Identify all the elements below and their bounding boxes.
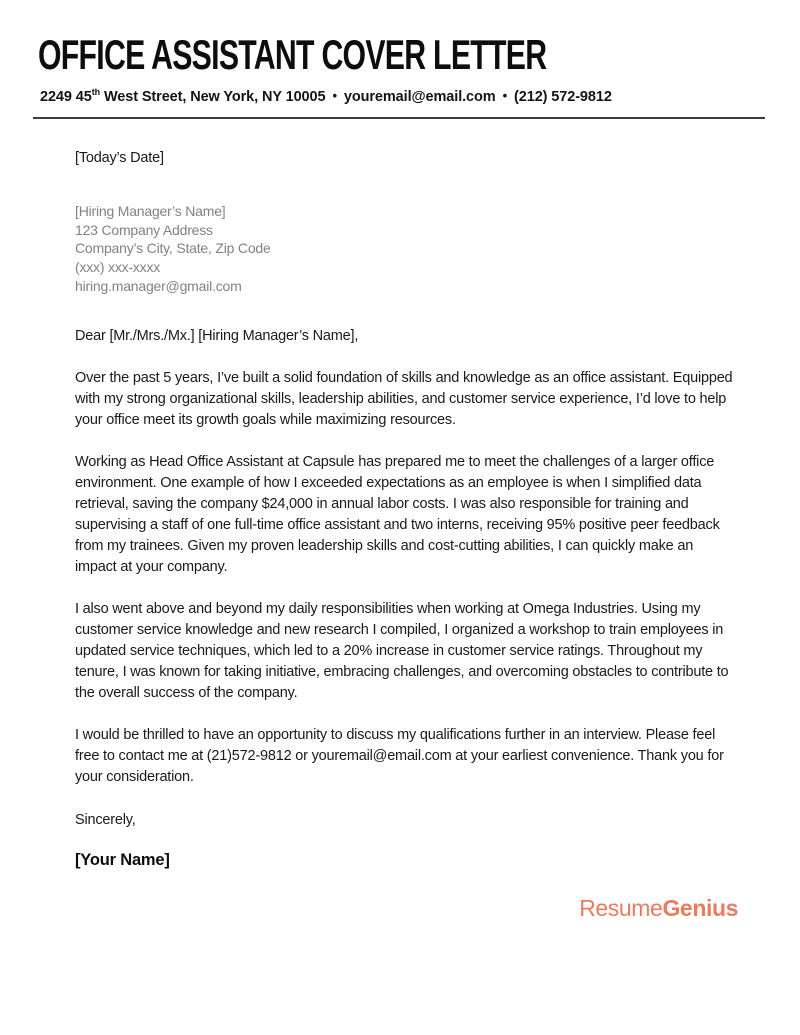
paragraph-experience-omega: I also went above and beyond my daily responsibilities when working at Omega Industries. Using my customer service knowledge and new research I compiled, I organized a workshop to train employees in updated service techniques, which led to a 20% increase in customer service ratings. Throughout my tenure, I was known for taking initiative, embracing challenges, and overcoming obstacles to contribute to the overall success of the company. — [75, 600, 729, 701]
phone-number: (212) 572-9812 — [514, 88, 612, 105]
recipient-block — [75, 202, 735, 296]
street-address — [40, 89, 325, 105]
closing: Sincerely, — [75, 811, 136, 828]
signature-placeholder: [Your Name] — [75, 850, 170, 869]
paragraph-introduction: Over the past 5 years, I’ve built a solid foundation of skills and knowledge as an office assistant. Equipped with my strong organizational skills, leadership abilities, and customer service experience, I’d love to help your office meet its growth goals while maximizing resources. — [75, 369, 733, 428]
paragraph-experience-capsule: Working as Head Office Assistant at Capsule has prepared me to meet the challenges of a larger office environment. One example of how I exceeded expectations as an employee is when I simplified data retrieval, saving the company $24,000 in annual labor costs. I was also responsible for training and supervising a staff of one full-time office assistant and two interns, receiving 95% positive peer feedback from my trainees. Given my proven leadership skills and cost-cutting abilities, I can quickly make an impact at your company. — [75, 453, 720, 575]
street-address-rest: West Street, New York, NY 10005 — [100, 88, 326, 105]
recipient-phone: (xxx) xxx-xxxx — [75, 259, 161, 276]
salutation: Dear [Mr./Mrs./Mx.] [Hiring Manager’s Name], — [75, 327, 359, 344]
document-title: OFFICE ASSISTANT COVER LETTER — [38, 31, 547, 78]
recipient-email: hiring.manager@gmail.com — [75, 278, 242, 295]
recipient-address: 123 Company Address — [75, 221, 213, 238]
paragraph-call-to-action: I would be thrilled to have an opportunity to discuss my qualifications further in an interview. Please feel free to contact me at (21)572-9812 or youremail@email.com at your earliest convenience. Thank you for your consideration. — [75, 726, 724, 785]
bullet-separator-icon: • — [502, 87, 508, 103]
email-address: youremail@email.com — [343, 88, 496, 105]
date-placeholder: [Today’s Date] — [75, 149, 164, 166]
street-address-ordinal: th — [91, 87, 101, 97]
contact-info-line — [40, 87, 770, 105]
logo-text-genius: Genius — [662, 895, 738, 921]
recipient-name: [Hiring Manager’s Name] — [75, 202, 226, 219]
bullet-separator-icon: • — [332, 87, 337, 103]
recipient-city-state-zip: Company’s City, State, Zip Code — [75, 240, 271, 257]
header-divider — [33, 117, 765, 119]
letterhead — [0, 0, 800, 119]
street-address-number: 2249 45 — [40, 88, 92, 105]
letter-body — [75, 148, 735, 871]
logo-text-resume: Resume — [579, 895, 663, 921]
resume-genius-logo — [579, 895, 738, 922]
